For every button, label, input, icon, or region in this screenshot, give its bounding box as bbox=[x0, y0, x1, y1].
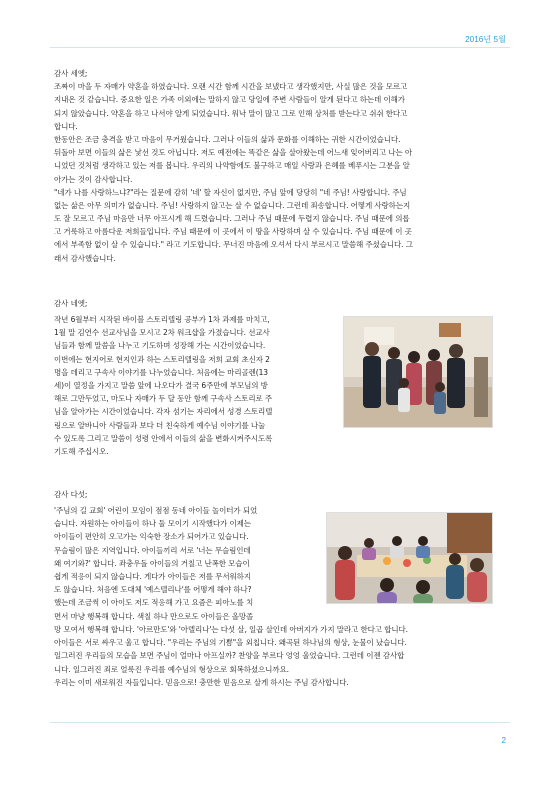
paragraph-line: 일그러진 우리들의 모습을 보면 주님이 얼마나 아프실까? 찬양을 부르다 엉엉 울었습니다. 그런데 이젠 감사합 bbox=[54, 651, 405, 661]
paragraph-line: 되지 않았습니다. 약혼을 하고 나서야 알게 되었습니다. 워낙 말이 많고 그로 인해 상처를 받는다고 쉬쉬 한다고 bbox=[54, 108, 408, 118]
section-heading: 감사 네엣; bbox=[54, 299, 88, 308]
paragraph-line: 해로 그만두었고, 마도나 자매가 두 달 동안 함께 구속사 스토리로 주 bbox=[54, 394, 273, 404]
paragraph-line: 래서 감사했습니다. bbox=[54, 253, 116, 263]
footer-rule bbox=[50, 722, 510, 723]
paragraph-line: 명을 데리고 구속사 이야기를 나누었습니다. 처음에는 마리골렌(13 bbox=[54, 367, 268, 377]
paragraph-line: 니었던 것처럼 생각하고 있는 저를 봅니다. 우리의 나약함에도 불구하고 매일 사랑과 은혜를 베푸시는 그분을 알 bbox=[54, 161, 410, 171]
paragraph-line: 없는 삶은 아무 의미가 없습니다. 주님! 사랑하지 않고는 살 수 없습니다. 그런데 죄송합니다. 어떻게 사랑하는지 bbox=[54, 200, 411, 210]
paragraph-line: 도 않습니다. 처음엔 도대체 '예스텔리나'를 어떻게 해야 하나? bbox=[54, 585, 252, 595]
paragraph-line: 고 거룩하고 아름다운 저희들입니다. 주님 때문에 이 곳에서 이 땅을 사랑하며 살 수 있습니다. 주님 때문에 이 곳 bbox=[54, 227, 412, 237]
paragraph-line: 님을 알아가는 시간이었습니다. 각자 섬기는 자리에서 성경 스토리텔 bbox=[54, 407, 273, 417]
paragraph-line: 수 있도록 그리고 말씀이 성령 안에서 이들의 삶을 변화시켜주시도록 bbox=[54, 433, 273, 443]
paragraph-line: 뒤돌아 보면 이들의 삶은 낯선 것도 아닙니다. 저도 예전에는 똑같은 삶을 살아왔는데 어느새 잊어버리고 나는 아 bbox=[54, 148, 413, 158]
section-4 bbox=[54, 313, 272, 458]
paragraph-line: "네가 나를 사랑하느냐?"라는 질문에 감히 '네' 할 자신이 없지만, 주님 앞에 당당히 "네 주님! 사랑합니다. 주님 bbox=[54, 187, 407, 197]
paragraph-line: 무슬림이 많은 지역입니다. 아이들끼리 서로 '너는 무슬림인데 bbox=[54, 545, 251, 555]
paragraph-line: 아가는 것이 감사합니다. bbox=[54, 174, 133, 184]
issue-date: 2016년 5월 bbox=[465, 35, 506, 44]
paragraph-line: 아이들은 서로 싸우고 울고 합니다. "우리는 주님의 기쁨"을 외칩니다. 왜곡된 하나님의 형상, 눈물이 났습니다. bbox=[54, 638, 407, 648]
paragraph-line: 조짜이 마을 두 자매가 약혼을 하였습니다. 오랜 시간 함께 시간을 보냈다고 생각했지만, 사실 많은 것을 모르고 bbox=[54, 82, 408, 92]
page-number: 2 bbox=[501, 736, 506, 745]
section-heading: 감사 다섯; bbox=[54, 490, 88, 499]
paragraph-line: 1월 말 김연수 선교사님을 모시고 2차 워크샵을 가졌습니다. 선교사 bbox=[54, 328, 270, 338]
paragraph-line: 에서 부족함 없이 살 수 있습니다." 라고 기도합니다. 무너진 마음에 오셔서 다시 부르시고 말씀해 주셨습니다. 그 bbox=[54, 240, 413, 250]
section-5-narrow bbox=[54, 504, 257, 623]
group-photo-image bbox=[344, 317, 493, 428]
paragraph-line: 작년 6월부터 시작된 바이블 스토리텔링 공부가 1차 과제를 마치고, bbox=[54, 315, 270, 324]
paragraph-line: 도 잘 모르고 주님 마음만 너무 아프시게 해 드렸습니다. 그러나 주님 때문에 두렵지 않습니다. 주님 때문에 의롭 bbox=[54, 214, 410, 224]
paragraph-line: 링으로 알바니아 사람들과 보다 더 친숙하게 예수님 이야기를 나눌 bbox=[54, 420, 266, 430]
paragraph-line: 망 모여서 행복해 합니다. '아르만도'와 '아델리나'는 다섯 살, 일곱 살인데 아버지가 가지 말라고 한다고 합니다. bbox=[54, 625, 408, 634]
section-heading: 감사 세엣; bbox=[54, 69, 88, 78]
paragraph-line: 면서 마냥 행복해 합니다. 색칠 하나 만으로도 아이들은 올망졸 bbox=[54, 611, 254, 621]
section-3 bbox=[54, 67, 413, 265]
section-5-heading-block bbox=[54, 488, 87, 501]
paragraph-line: 기도해 주십시오. bbox=[54, 446, 109, 456]
children-photo-image bbox=[327, 513, 493, 604]
paragraph-line: 한동안은 조금 충격을 받고 마음이 무거웠습니다. 그러나 이들의 삶과 문화를 이해하는 귀한 시간이었습니다. bbox=[54, 134, 401, 144]
paragraph-line: 왜 여기와?' 합니다. 좌충우돌 아이들의 거칠고 난폭한 모습이 bbox=[54, 558, 250, 568]
header-rule bbox=[50, 47, 510, 48]
paragraph-line: 님들과 함께 말씀을 나누고 기도하며 성장해 가는 시간이었습니다. bbox=[54, 341, 266, 351]
paragraph-line: 습니다. 자원하는 아이들이 하나 둘 모이기 시작했다가 이제는 bbox=[54, 519, 251, 529]
paragraph-line: 지내온 것 같습니다. 중요한 일은 가족 이외에는 말하지 않고 당일에 주변 사람들이 알게 된다고 하는데 이해가 bbox=[54, 95, 405, 105]
section-4-heading-block bbox=[54, 297, 87, 310]
paragraph-line: 아이들이 편안히 오고가는 익숙한 장소가 되어가고 있습니다. bbox=[54, 532, 249, 542]
paragraph-line: 합니다. bbox=[54, 121, 78, 131]
paragraph-line: 했는데 조금씩 이 아이도 저도 적응해 가고 요즘은 피아노를 치 bbox=[54, 598, 254, 608]
paragraph-line: '주님의 길 교회' 어린이 모임이 점점 동네 아이들 놀이터가 되었 bbox=[54, 506, 258, 515]
paragraph-line: 쉽게 적응이 되지 않습니다. 게다가 아이들은 저를 무서워하지 bbox=[54, 571, 251, 581]
section-5-wide bbox=[54, 623, 408, 689]
group-photo bbox=[343, 316, 493, 428]
children-photo bbox=[326, 512, 493, 604]
paragraph-line: 우리는 이미 새로워진 자들입니다. 믿음으로! 충만한 믿음으로 살게 하시는 주님 감사합니다. bbox=[54, 677, 349, 687]
paragraph-line: 이번에는 현지어로 현지인과 하는 스토리텔링을 저희 교회 초신자 2 bbox=[54, 354, 270, 364]
paragraph-line: 니다. 일그러진 죄로 얼룩진 우리를 예수님의 형상으로 회복하셨으니까요. bbox=[54, 664, 289, 674]
paragraph-line: 세)이 열정을 가지고 말씀 앞에 나오다가 결국 6주만에 부모님의 방 bbox=[54, 380, 268, 390]
